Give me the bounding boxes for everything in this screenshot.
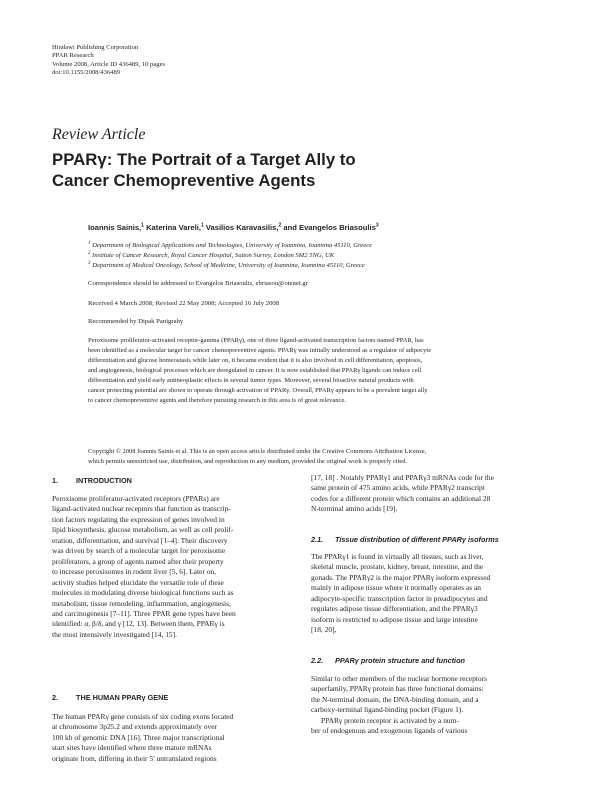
- affiliation-mark: 1: [88, 240, 91, 246]
- copyright-notice: [88, 447, 550, 467]
- text-line: proliferators, a group of agents named after their property: [52, 556, 224, 566]
- text-line: The human PPARγ gene consists of six coding exons located: [52, 712, 234, 721]
- recommended-by: Recommended by Dipak Panigrahy: [88, 318, 184, 325]
- abstract-line: Peroxisome proliferator-activated receptor-gamma (PPARγ), one of three ligand-activated transcription factors named PPAR, has: [88, 337, 424, 344]
- text-line: PPARγ protein receptor is activated by a num-: [321, 715, 459, 725]
- text-line: metabolism, tissue remodeling, inflammation, angiogenesis,: [52, 598, 231, 608]
- subsection-heading-tissue-distribution: [311, 535, 499, 544]
- section-heading-human-pparg-gene: [52, 693, 168, 702]
- text-line: activity studies helped elucidate the versatile role of these: [52, 577, 224, 587]
- text-line: ber of endogenous and exogenous ligands of various: [311, 726, 468, 736]
- author-affiliation-mark: 3: [375, 222, 379, 229]
- section-number: 2.: [52, 693, 59, 702]
- paper-title: [52, 149, 472, 191]
- protein-structure-paragraph: [311, 674, 559, 737]
- text-line: lipid biosynthesis, glucose metabolism, as well as cell prolif-: [52, 525, 234, 535]
- title-line-2: Cancer Chemopreventive Agents: [52, 171, 316, 190]
- section-title: Tissue distribution of different PPARγ isoforms: [335, 535, 499, 544]
- text-line: regulates adipose tissue differentiation, and the PPARγ3: [311, 604, 478, 614]
- text-line: codes for a different protein which contains an additional 28: [311, 493, 491, 503]
- text-line: carboxy-terminal ligand-binding pocket (Figure 1).: [311, 705, 464, 715]
- text-line: Similar to other members of the nuclear hormone receptors: [311, 674, 487, 683]
- text-line: to increase peroxisomes in rodent liver [5, 6]. Later on,: [52, 567, 216, 577]
- text-line: adipocyte-specific transcription factor in preadipocytes and: [311, 593, 488, 603]
- volume-info: Volume 2008, Article ID 436489, 10 pages: [52, 60, 166, 68]
- affiliation-mark: 3: [88, 260, 91, 266]
- publisher: Hindawi Publishing Corporation: [52, 44, 139, 51]
- text-line: ligand-activated nuclear receptors that function as transcrip-: [52, 504, 231, 514]
- text-line: the most intensively investigated [14, 15].: [52, 629, 177, 639]
- text-line: molecules in modulating diverse biological functions such as: [52, 588, 234, 598]
- affiliation-2: [88, 251, 558, 261]
- author-name: and Evangelos Briasoulis: [283, 223, 376, 232]
- section-number: 2.1.: [311, 535, 324, 544]
- gene-paragraph: [52, 712, 300, 764]
- journal-header: [52, 44, 165, 77]
- abstract-line: and angiogenesis, biological processes which are deregulated in cancer. It is now established that PPARγ ligands can induce cell: [88, 366, 422, 374]
- section-heading-introduction: [52, 476, 132, 485]
- copyright-line: Copyright © 2008 Ioannis Sainis et al. This is an open access article distributed under the Creative Commons Attribution License,: [88, 448, 427, 455]
- author-affiliation-mark: 1: [141, 222, 144, 229]
- doi[interactable]: doi:10.1155/2008/436489: [52, 68, 121, 76]
- article-type: Review Article: [52, 126, 146, 143]
- affiliation-text: Department of Biological Applications and Technologies, University of Ioannina, Ioannina 45110, Greece: [92, 242, 372, 249]
- text-line: superfamily, PPARγ protein has three functional domains:: [311, 684, 484, 694]
- text-line: 100 kb of genomic DNA [16]. Three major transcriptional: [52, 732, 225, 742]
- affiliation-mark: 2: [88, 250, 91, 256]
- title-line-1: PPARγ: The Portrait of a Target Ally to: [52, 150, 356, 169]
- author-name: Katerina Vareli,: [146, 223, 201, 232]
- text-line: gonads. The PPARγ2 is the major PPARγ isoform expressed: [311, 572, 491, 582]
- text-line: at chromosome 3p25.2 and extends approximately over: [52, 722, 218, 732]
- journal-name: PPAR Research: [52, 52, 94, 60]
- abstract: [88, 336, 550, 406]
- affiliations: [88, 241, 558, 271]
- text-line: skeletal muscle, prostate, kidney, breast, intestine, and the: [311, 562, 484, 572]
- text-line: [17, 18] . Notably PPARγ1 and PPARγ3 mRNAs code for the: [311, 473, 494, 482]
- section-number: 2.2.: [311, 656, 324, 665]
- text-line: start sites have identified where three mature mRNAs: [52, 743, 212, 753]
- text-line: the N-terminal domain, the DNA-binding domain, and a: [311, 694, 479, 704]
- section-title: THE HUMAN PPARγ GENE: [76, 693, 169, 702]
- tissue-distribution-paragraph: [311, 552, 559, 636]
- author-list: [88, 223, 379, 232]
- section-title: PPARγ protein structure and function: [335, 656, 466, 665]
- affiliation-text: Department of Medical Oncology, School of Medicine, University of Ioannina, Ioannina 45110, Greece: [92, 262, 365, 269]
- abstract-line: to cancer chemopreventive agents and therefore pursuing research in this area is of great relevance.: [88, 396, 346, 404]
- copyright-line: which permits unrestricted use, distribution, and reproduction in any medium, provided the original work is properly cited.: [88, 457, 408, 465]
- text-line: isoform is restricted to adipose tissue and large intestine: [311, 614, 478, 624]
- author-affiliation-mark: 2: [278, 222, 282, 229]
- author-affiliation-mark: 1: [200, 222, 204, 229]
- received-dates: Received 4 March 2008; Revised 22 May 2008; Accepted 16 July 2008: [88, 300, 280, 307]
- subsection-heading-protein-structure: [311, 656, 465, 665]
- text-line: identified: α, β/δ, and γ [12, 13]. Between them, PPARγ is: [52, 619, 225, 629]
- text-line: [18, 20],: [311, 625, 337, 635]
- author-name: Ioannis Sainis,: [88, 223, 142, 232]
- text-line: Peroxisome proliferator-activated receptors (PPARs) are: [52, 494, 220, 503]
- introduction-paragraph: [52, 494, 300, 640]
- right-column-continuation: [311, 473, 559, 515]
- section-number: 1.: [52, 476, 59, 485]
- abstract-line: been identified as a molecular target for cancer chemopreventive agents. PPARγ was initially understood as a regulator of adipocyte: [88, 346, 432, 354]
- text-line: same protein of 475 amino acids, while PPARγ2 transcript: [311, 483, 485, 493]
- text-line: tion factors regulating the expression of genes involved in: [52, 514, 225, 524]
- text-line: was driven by search of a molecular target for peroxisome: [52, 546, 226, 556]
- text-line: originate from, differing in their 5′ untranslated regions: [52, 753, 217, 763]
- abstract-line: differentiation and glucose homeostasis while later on, it became evident that it is also involved in cell differentiation, apoptosis,: [88, 356, 423, 364]
- text-line: N-terminal amino acids [19].: [311, 504, 398, 514]
- affiliation-3: [88, 261, 558, 271]
- text-line: and carcinogenesis [7–11]. Three PPAR gene types have been: [52, 608, 236, 618]
- text-line: eration, differentiation, and survival [1–4]. Their discovery: [52, 535, 228, 545]
- affiliation-text: Institute of Cancer Research, Royal Cancer Hospital, Sutton Surrey, London SM2 5NG, UK: [92, 252, 335, 259]
- section-title: INTRODUCTION: [76, 476, 132, 485]
- text-line: The PPARγ1 is found in virtually all tissues, such as liver,: [311, 552, 484, 561]
- author-name: Vasilios Karavasilis,: [205, 223, 279, 232]
- correspondence: Correspondence should be addressed to Evangelos Briasoulis, ebriasou@otenet.gr: [88, 280, 308, 287]
- text-line: mainly in adipose tissue where it normally operates as an: [311, 583, 481, 593]
- affiliation-1: [88, 241, 558, 251]
- abstract-line: differentiation and yield early antineoplastic effects in several tumor types. Moreover, several bioactive natural products with: [88, 376, 414, 384]
- abstract-line: cancer protecting potential are shown to operate through activation of PPARγ. Overall, PPARγ appears to be a prevalent target ally: [88, 386, 428, 394]
